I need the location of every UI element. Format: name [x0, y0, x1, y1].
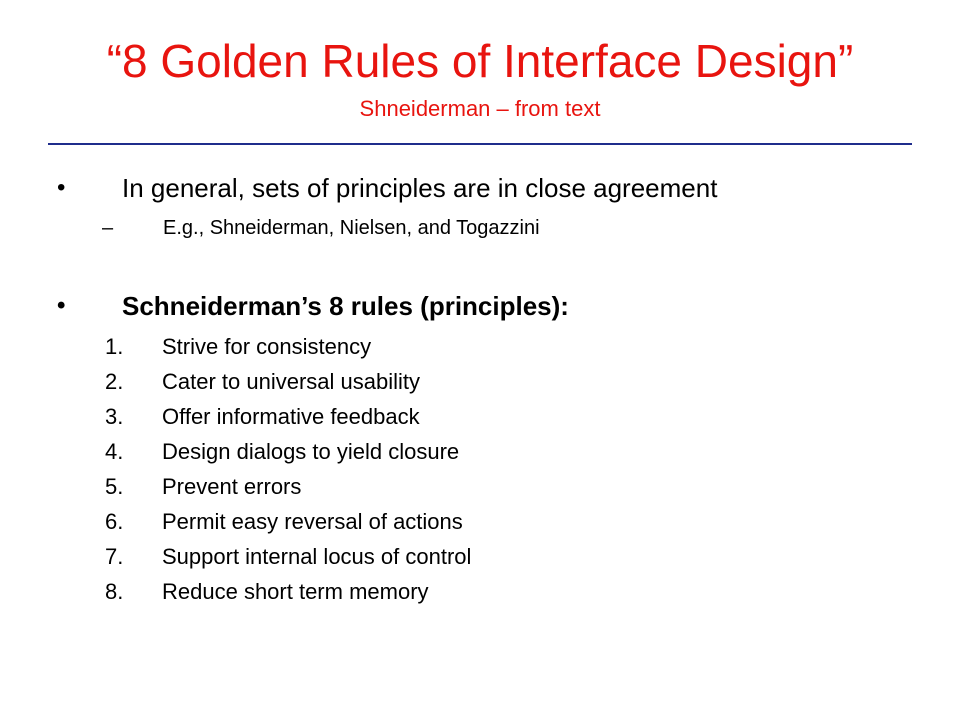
rule-text: Strive for consistency [162, 334, 372, 359]
list-item [0, 402, 960, 437]
rule-text: Support internal locus of control [162, 544, 472, 569]
rule-text: Cater to universal usability [162, 369, 421, 394]
sub-bullet-mark: – [102, 217, 114, 239]
slide-subtitle: Shneiderman – from text [359, 96, 601, 121]
bullet-mark: • [57, 174, 66, 201]
list-item [0, 367, 960, 402]
rule-number: 3. [105, 404, 124, 429]
slide-title: “8 Golden Rules of Interface Design” [106, 35, 854, 87]
bullet-text: In general, sets of principles are in close agreement [122, 173, 718, 203]
rule-text: Permit easy reversal of actions [162, 509, 463, 534]
rule-number: 6. [105, 509, 124, 534]
bullet-text: Schneiderman’s 8 rules (principles): [122, 291, 569, 321]
rule-text: Reduce short term memory [162, 579, 429, 604]
rule-number: 8. [105, 579, 124, 604]
rule-text: Prevent errors [162, 474, 302, 499]
list-item [0, 332, 960, 367]
list-item [0, 577, 960, 612]
list-item [0, 542, 960, 577]
title-divider [48, 143, 912, 145]
list-item [0, 507, 960, 542]
rule-number: 1. [105, 334, 124, 359]
rule-number: 4. [105, 439, 124, 464]
list-item [0, 437, 960, 472]
sub-bullet-text: E.g., Shneiderman, Nielsen, and Togazzini [163, 217, 540, 239]
bullet-mark: • [57, 292, 66, 319]
rule-text: Design dialogs to yield closure [162, 439, 460, 464]
rule-text: Offer informative feedback [162, 404, 420, 429]
rule-number: 5. [105, 474, 124, 499]
rule-number: 7. [105, 544, 124, 569]
rules-list [0, 332, 960, 612]
rule-number: 2. [105, 369, 124, 394]
list-item [0, 472, 960, 507]
